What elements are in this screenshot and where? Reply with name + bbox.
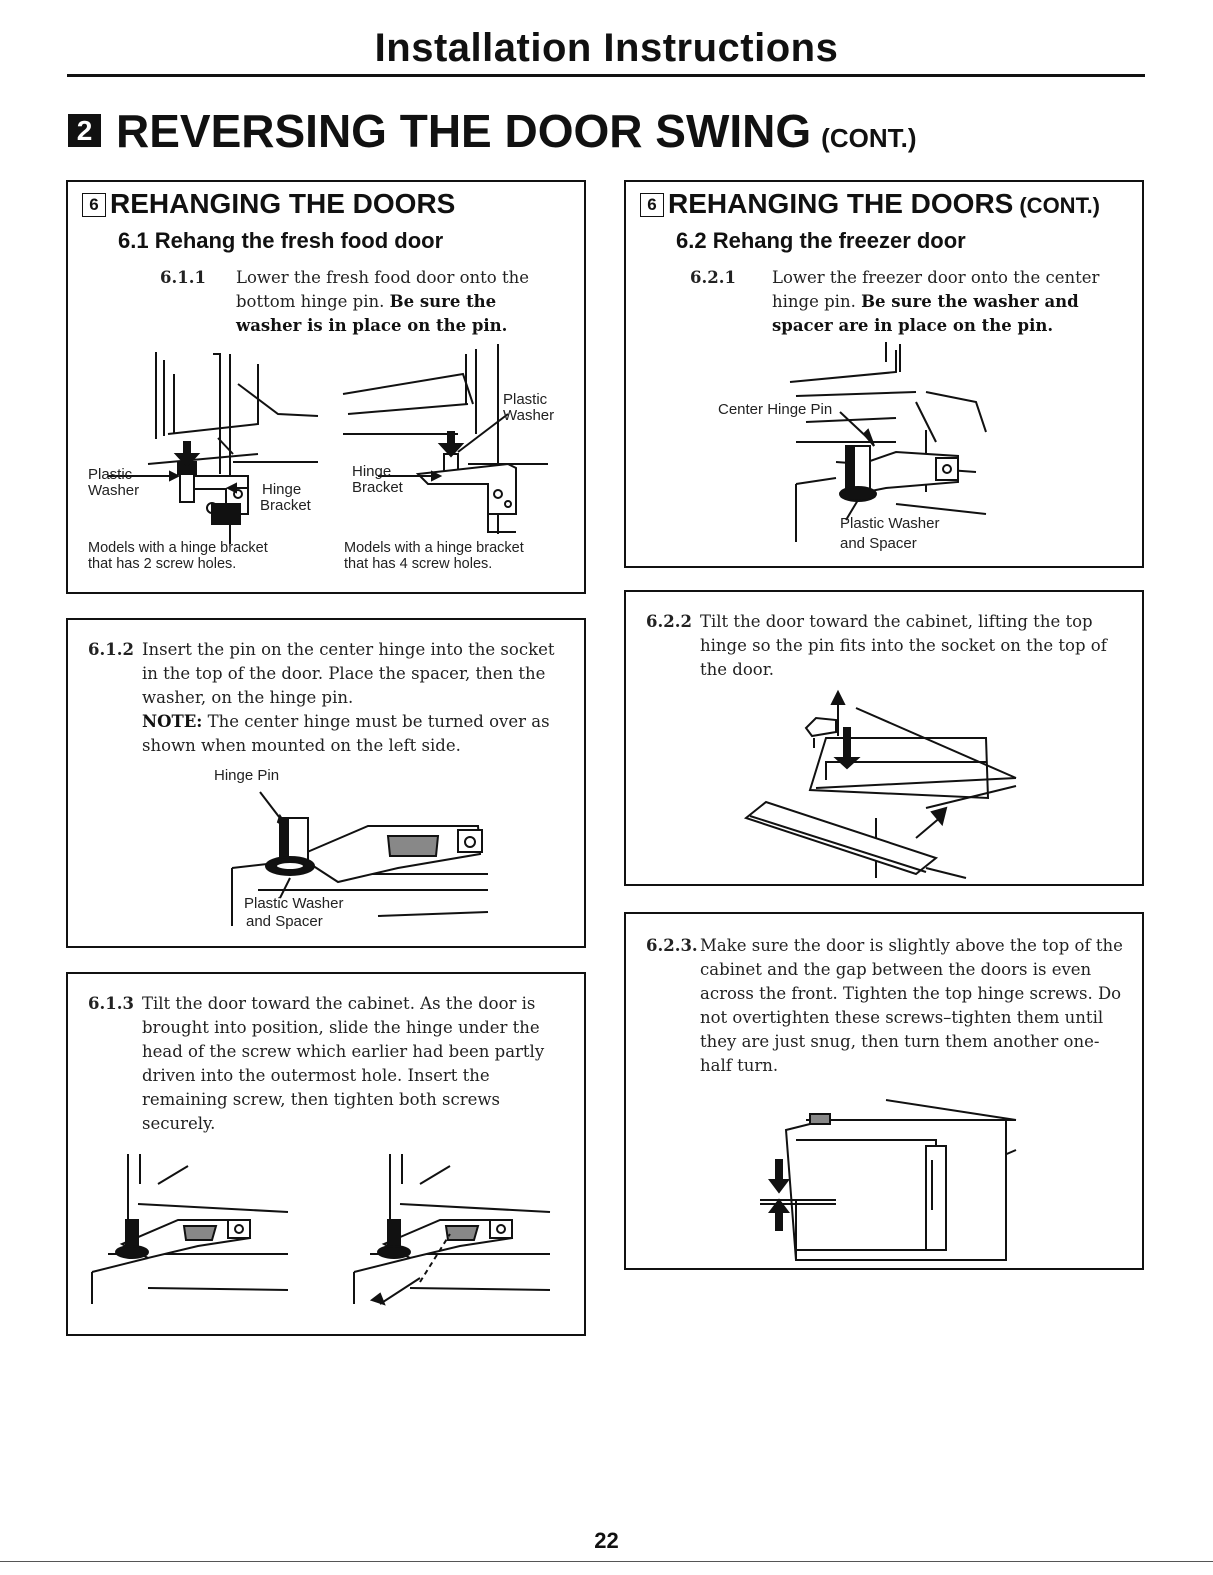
box-subheading: 6.1 Rehang the fresh food door bbox=[118, 228, 444, 253]
center-hinge-freezer-illustration bbox=[776, 342, 996, 542]
box-step-6-2-2 bbox=[624, 590, 1144, 886]
box-heading-text: REHANGING THE DOORS bbox=[110, 188, 456, 219]
label-bracket: Bracket bbox=[352, 479, 403, 496]
label-plastic: Plastic bbox=[88, 466, 133, 483]
step-text: Make sure the door is slightly above the top of the cabinet and the gap between the doors is even across the front. Tighten the top hinge screws. Do not overtighten these screws–tighten them until they are just snug, then turn them another one-half turn. bbox=[700, 936, 1123, 1075]
step-text-plain: Lower the fresh food door onto the bottom hinge pin. bbox=[236, 268, 530, 311]
caption-4-hole-line2: that has 4 screw holes. bbox=[344, 556, 493, 572]
step-text bbox=[772, 266, 1130, 338]
label-center-hinge-pin: Center Hinge Pin bbox=[718, 401, 833, 418]
step-number: 6.1.1 bbox=[160, 268, 206, 287]
step-number: 6.1.2 bbox=[88, 640, 134, 659]
step-text bbox=[142, 638, 558, 758]
step-text bbox=[236, 266, 560, 338]
step-6-2-1 bbox=[690, 266, 1130, 338]
step-number: 6.2.1 bbox=[690, 268, 736, 287]
label-hinge-pin: Hinge Pin bbox=[214, 767, 280, 784]
step-number: 6.2.3. bbox=[646, 936, 698, 955]
step-6-2-2 bbox=[646, 610, 1126, 682]
label-and-spacer: and Spacer bbox=[840, 535, 917, 552]
label-plastic-washer: Plastic Washer bbox=[840, 515, 940, 532]
step-6-2-3 bbox=[646, 934, 1126, 1078]
step-number-badge: 6 bbox=[640, 193, 664, 217]
box-step-6-1-3 bbox=[66, 972, 586, 1336]
box-rehang-fresh-food-door bbox=[66, 180, 586, 594]
label-hinge: Hinge bbox=[352, 463, 392, 480]
section-title-cont: (CONT.) bbox=[821, 123, 917, 153]
screw-hinge-right-illustration bbox=[350, 1154, 570, 1314]
box-step-6-2-3 bbox=[624, 912, 1144, 1270]
caption-2-hole-line1: Models with a hinge bracket bbox=[88, 540, 268, 556]
label-plastic-washer: Plastic Washer bbox=[244, 895, 344, 912]
box-heading bbox=[82, 188, 455, 220]
page-number: 22 bbox=[594, 1528, 619, 1553]
box-subheading: 6.2 Rehang the freezer door bbox=[676, 228, 966, 253]
label-hinge: Hinge bbox=[262, 481, 302, 498]
step-text-bold: Be sure the washer is in place on the pin. bbox=[236, 292, 508, 335]
step-text-plain: Lower the freezer door onto the center hinge pin. bbox=[772, 268, 1100, 311]
caption-2-hole-line2: that has 2 screw holes. bbox=[88, 556, 237, 572]
footer-rule bbox=[0, 1561, 1213, 1562]
caption-4-hole-line1: Models with a hinge bracket bbox=[344, 540, 524, 556]
box-rehang-freezer-door bbox=[624, 180, 1144, 568]
step-6-1-1 bbox=[160, 266, 560, 338]
step-6-1-3 bbox=[88, 992, 568, 1136]
step-6-1-2 bbox=[88, 638, 558, 758]
box-step-6-1-2 bbox=[66, 618, 586, 948]
label-washer: Washer bbox=[503, 407, 555, 424]
step-text: Tilt the door toward the cabinet, lifting the top hinge so the pin fits into the socket on the top of the door. bbox=[700, 612, 1107, 679]
box-heading-cont: (CONT.) bbox=[1019, 193, 1101, 218]
hinge-bracket-4-hole-illustration bbox=[338, 344, 548, 534]
label-plastic: Plastic bbox=[503, 391, 548, 408]
box-heading bbox=[640, 188, 1100, 220]
step-number-badge: 6 bbox=[82, 193, 106, 217]
section-title bbox=[116, 104, 917, 158]
section-title-text: REVERSING THE DOOR SWING bbox=[116, 105, 812, 157]
box-heading-text: REHANGING THE DOORS bbox=[668, 188, 1014, 219]
step-number: 6.2.2 bbox=[646, 612, 692, 631]
door-alignment-illustration bbox=[746, 1100, 1026, 1260]
step-text: Tilt the door toward the cabinet. As the door is brought into position, slide the hinge under the head of the screw which earlier had been partly driven into the outermost hole. Insert the remaining screw, then tighten both screws securely. bbox=[142, 994, 545, 1133]
label-and-spacer: and Spacer bbox=[246, 913, 323, 930]
tilt-freezer-door-illustration bbox=[726, 688, 1026, 878]
note-label: NOTE: bbox=[142, 712, 203, 731]
label-bracket: Bracket bbox=[260, 497, 311, 514]
label-washer: Washer bbox=[88, 482, 140, 499]
section-number-badge: 2 bbox=[68, 114, 101, 147]
step-text-plain: Insert the pin on the center hinge into the socket in the top of the door. Place the spacer, then the washer, on the hinge pin. bbox=[142, 640, 555, 707]
note-text: The center hinge must be turned over as shown when mounted on the left side. bbox=[142, 712, 550, 755]
step-number: 6.1.3 bbox=[88, 994, 134, 1013]
header-rule bbox=[67, 74, 1145, 77]
page-header-title: Installation Instructions bbox=[374, 26, 839, 70]
step-text-bold: Be sure the washer and spacer are in place on the pin. bbox=[772, 292, 1079, 335]
screw-hinge-left-illustration bbox=[88, 1154, 308, 1304]
